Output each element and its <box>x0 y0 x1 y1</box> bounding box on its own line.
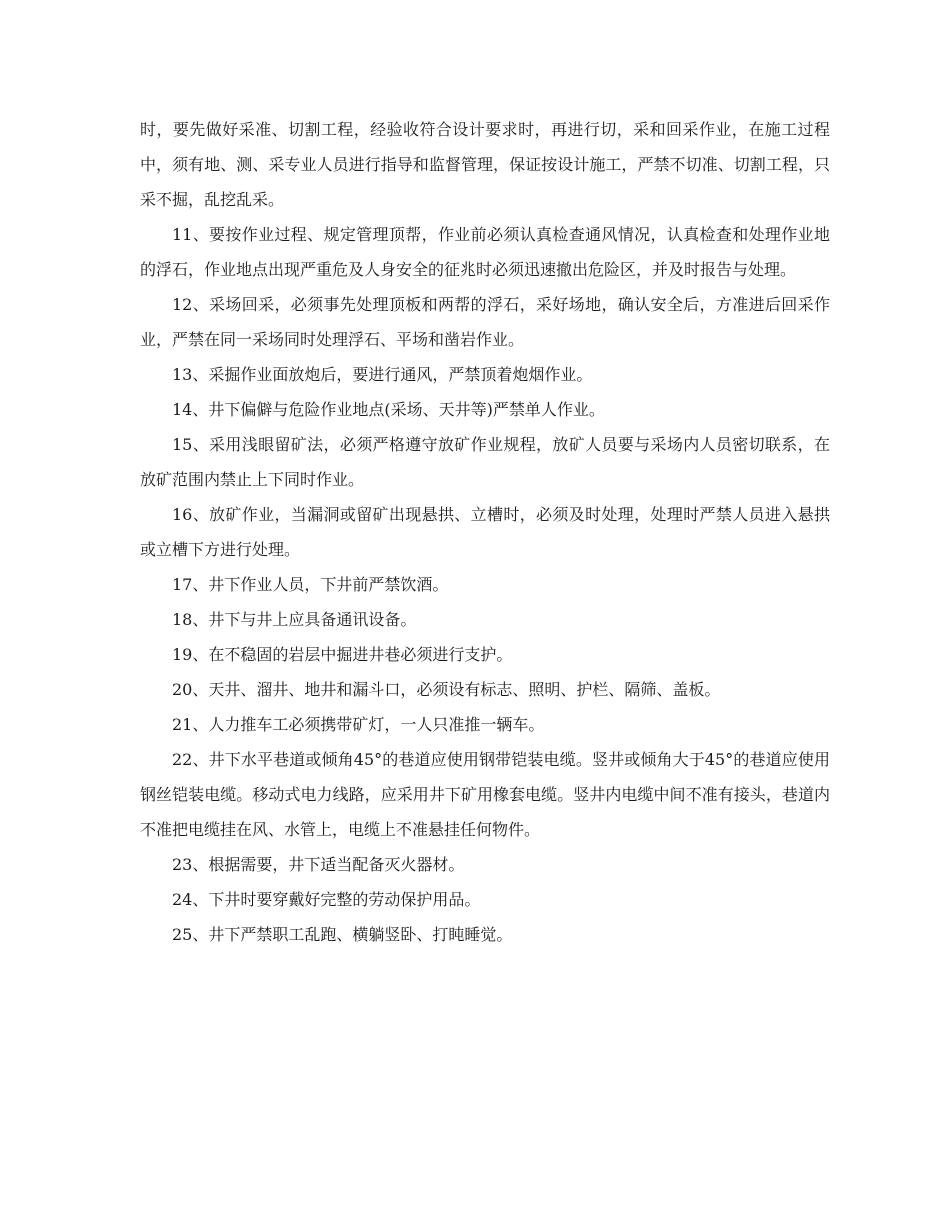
paragraph-item-16: 16、放矿作业，当漏洞或留矿出现悬拱、立槽时，必须及时处理，处理时严禁人员进入悬拱或立槽下方进行处理。 <box>140 505 830 559</box>
paragraph-item-12: 12、采场回采，必须事先处理顶板和两帮的浮石，采好场地，确认安全后，方准进后回采作业，严禁在同一采场同时处理浮石、平场和凿岩作业。 <box>140 295 830 349</box>
paragraph-item-11: 11、要按作业过程、规定管理顶帮，作业前必须认真检查通风情况，认真检查和处理作业地的浮石，作业地点出现严重危及人身安全的征兆时必须迅速撤出危险区，并及时报告与处理。 <box>140 225 830 279</box>
paragraph-item-24: 24、下井时要穿戴好完整的劳动保护用品。 <box>172 890 481 909</box>
paragraph-item-15: 15、采用浅眼留矿法，必须严格遵守放矿作业规程，放矿人员要与采场内人员密切联系，在放矿范围内禁止上下同时作业。 <box>140 435 830 489</box>
paragraph-item-20: 20、天井、溜井、地井和漏斗口，必须设有标志、照明、护栏、隔筛、盖板。 <box>172 680 721 699</box>
paragraph-item-13: 13、采掘作业面放炮后，要进行通风，严禁顶着炮烟作业。 <box>172 365 593 384</box>
paragraph-item-18: 18、井下与井上应具备通讯设备。 <box>172 610 417 629</box>
paragraph-item-19: 19、在不稳固的岩层中掘进井巷必须进行支护。 <box>172 645 513 664</box>
paragraph-item-14: 14、井下偏僻与危险作业地点(采场、天井等)严禁单人作业。 <box>172 400 605 419</box>
paragraph-continuation: 时，要先做好采准、切割工程，经验收符合设计要求时，再进行切，采和回采作业，在施工过程中，须有地、测、采专业人员进行指导和监督管理，保证按设计施工，严禁不切准、切割工程，只采不掘，乱挖乱采。 <box>140 120 830 209</box>
document-body <box>140 112 830 952</box>
paragraph-item-25: 25、井下严禁职工乱跑、横躺竖卧、打盹睡觉。 <box>172 925 513 944</box>
paragraph-item-17: 17、井下作业人员，下井前严禁饮酒。 <box>172 575 449 594</box>
paragraph-item-23: 23、根据需要，井下适当配备灭火器材。 <box>172 855 465 874</box>
paragraph-item-22: 22、井下水平巷道或倾角45°的巷道应使用钢带铠装电缆。竖井或倾角大于45°的巷道应使用钢丝铠装电缆。移动式电力线路，应采用井下矿用橡套电缆。竖井内电缆中间不准有接头，巷道内不准把电缆挂在风、水管上，电缆上不准悬挂任何物件。 <box>140 750 830 839</box>
paragraph-item-21: 21、人力推车工必须携带矿灯，一人只准推一辆车。 <box>172 715 545 734</box>
